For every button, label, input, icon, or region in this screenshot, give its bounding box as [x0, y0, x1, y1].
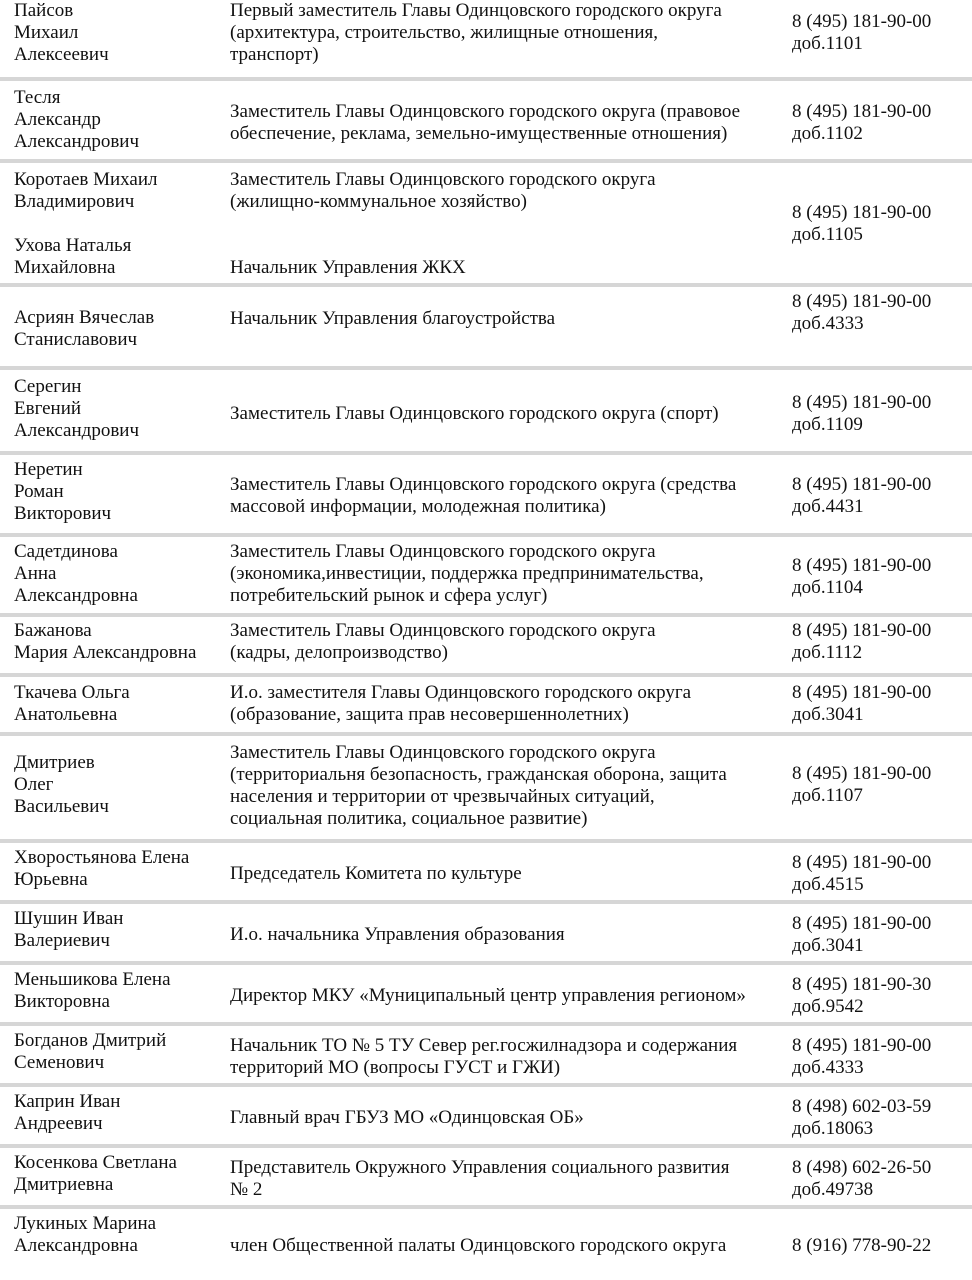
phone-cell [784, 847, 972, 900]
contact-row [0, 965, 972, 1026]
phone-cell [784, 459, 972, 533]
name-cell [0, 291, 222, 366]
person-role: Заместитель Главы Одинцовского городского округа (правовое обеспечение, реклама, земельно-имущественные отношения) [230, 101, 741, 144]
role-cell [222, 1091, 784, 1144]
phone-cell [784, 169, 972, 279]
name-cell [0, 1213, 222, 1271]
contact-row [0, 1026, 972, 1087]
contact-row [0, 287, 972, 370]
person-name: Коротаев Михаил Владимирович [14, 169, 158, 212]
contact-row [0, 1148, 972, 1209]
phone-number: 8 (495) 181-90-00 доб.1105 [792, 202, 932, 245]
person-role: Начальник Управления ЖКХ [230, 257, 466, 278]
name-cell [0, 1030, 222, 1083]
phone-number: 8 (495) 181-90-00 доб.4515 [792, 851, 932, 895]
role-cell [222, 1213, 784, 1271]
phone-number: 8 (495) 181-90-00 доб.1112 [792, 620, 932, 663]
role-cell [222, 291, 784, 366]
phone-cell [784, 1091, 972, 1144]
person-name: Косенкова Светлана Дмитриевна [14, 1152, 177, 1195]
person-role: Председатель Комитета по культуре [230, 862, 522, 884]
contact-row [0, 736, 972, 843]
name-cell [0, 908, 222, 961]
name-cell [0, 682, 222, 732]
phone-cell [784, 376, 972, 451]
person-name: Серегин Евгений Александрович [14, 376, 140, 441]
phone-number: 8 (495) 181-90-00 доб.3041 [792, 682, 932, 725]
phone-cell [784, 1152, 972, 1205]
person-name: Богданов Дмитрий Семенович [14, 1030, 167, 1073]
person-role: Представитель Окружного Управления социального развития № 2 [230, 1156, 730, 1200]
person-name: Пайсов Михаил Алексеевич [14, 0, 109, 65]
role-cell [222, 620, 784, 673]
phone-number: 8 (495) 181-90-00 доб.3041 [792, 912, 932, 956]
phone-number: 8 (495) 181-90-00 доб.1107 [792, 763, 932, 806]
person-name: Каприн Иван Андреевич [14, 1091, 121, 1134]
phone-number: 8 (495) 181-90-00 доб.4333 [792, 1034, 932, 1078]
role-cell [222, 908, 784, 961]
contact-row [0, 370, 972, 455]
role-cell [222, 1030, 784, 1083]
person-role: Начальник ТО № 5 ТУ Север рег.госжилнадзора и содержания территорий МО (вопросы ГУСТ и ГЖИ) [230, 1034, 738, 1078]
role-cell [222, 742, 784, 839]
phone-number: 8 (495) 181-90-00 доб.1104 [792, 555, 932, 598]
person-role: Заместитель Главы Одинцовского городского округа (средства массовой информации, молодежная политика) [230, 474, 737, 517]
role-cell [222, 1152, 784, 1205]
phone-cell [784, 969, 972, 1022]
person-name: Хворостьянова Елена Юрьевна [14, 847, 190, 890]
phone-number: 8 (495) 181-90-00 доб.1101 [792, 11, 932, 54]
contact-row [0, 0, 972, 81]
role-cell [222, 541, 784, 613]
person-role: И.о. заместителя Главы Одинцовского городского округа (образование, защита прав несовершеннолетних) [230, 682, 692, 725]
person-name: Лукиных Марина Александровна [14, 1213, 157, 1256]
contact-row [0, 677, 972, 736]
person-role: член Общественной палаты Одинцовского городского округа [230, 1235, 727, 1256]
name-cell [0, 169, 222, 279]
phone-cell [784, 1213, 972, 1271]
phone-number: 8 (498) 602-26-50 доб.49738 [792, 1156, 932, 1200]
phone-cell [784, 291, 972, 366]
contact-row [0, 163, 972, 287]
person-role: Заместитель Главы Одинцовского городского округа (экономика,инвестиции, поддержка предпринимательства, потребительский рынок и сфера услуг) [230, 541, 704, 606]
name-cell [0, 0, 222, 77]
contact-row [0, 1087, 972, 1148]
role-cell [222, 87, 784, 159]
person-role: Директор МКУ «Муниципальный центр управления регионом» [230, 984, 746, 1006]
person-role: Заместитель Главы Одинцовского городского округа (кадры, делопроизводство) [230, 620, 656, 663]
name-cell [0, 541, 222, 613]
name-cell [0, 620, 222, 673]
person-role: Заместитель Главы Одинцовского городского округа (территориальня безопасность, гражданская оборона, защита населения и территории от чрезвычайных ситуаций, социальная политика, социальное развитие) [230, 742, 727, 829]
person-name: Асриян Вячеслав Станиславович [14, 306, 155, 350]
person-role: Главный врач ГБУЗ МО «Одинцовская ОБ» [230, 1106, 584, 1128]
role-cell [222, 169, 784, 279]
name-cell [0, 87, 222, 159]
phone-cell [784, 0, 972, 77]
name-cell [0, 847, 222, 900]
name-cell [0, 376, 222, 451]
person-role: Начальник Управления благоустройства [230, 308, 556, 329]
phone-number: 8 (495) 181-90-00 доб.1109 [792, 391, 932, 435]
phone-cell [784, 908, 972, 961]
contact-row [0, 617, 972, 677]
person-role: Заместитель Главы Одинцовского городского округа (жилищно-коммунальное хозяйство) [230, 169, 656, 212]
person-name: Меньшикова Елена Викторовна [14, 969, 171, 1012]
phone-number: 8 (498) 602-03-59 доб.18063 [792, 1095, 932, 1139]
person-name: Тесля Александр Александрович [14, 87, 140, 152]
name-cell [0, 459, 222, 533]
phone-cell [784, 87, 972, 159]
contact-row [0, 843, 972, 904]
contact-row [0, 1209, 972, 1271]
name-cell [0, 969, 222, 1022]
person-name: Неретин Роман Викторович [14, 459, 112, 524]
contact-row [0, 455, 972, 537]
phone-number: 8 (495) 181-90-30 доб.9542 [792, 973, 932, 1017]
person-name: Шушин Иван Валериевич [14, 908, 124, 951]
person-role: И.о. начальника Управления образования [230, 923, 565, 945]
role-cell [222, 682, 784, 732]
contact-row [0, 537, 972, 617]
phone-cell [784, 742, 972, 839]
role-cell [222, 376, 784, 451]
role-cell [222, 459, 784, 533]
name-cell [0, 742, 222, 839]
person-role: Заместитель Главы Одинцовского городского округа (спорт) [230, 402, 719, 424]
phone-cell [784, 620, 972, 673]
person-name: Бажанова Мария Александровна [14, 620, 197, 663]
phone-number: 8 (495) 181-90-00 доб.1102 [792, 101, 932, 144]
person-name: Ткачева Ольга Анатольевна [14, 682, 130, 725]
contact-row [0, 81, 972, 163]
phone-number: 8 (916) 778-90-22 [792, 1235, 932, 1256]
role-cell [222, 969, 784, 1022]
phone-cell [784, 541, 972, 613]
person-name: Ухова Наталья Михайловна [14, 235, 132, 278]
phone-number: 8 (495) 181-90-00 доб.4431 [792, 474, 932, 517]
person-name: Садетдинова Анна Александровна [14, 541, 138, 606]
contact-row [0, 904, 972, 965]
phone-number: 8 (495) 181-90-00 доб.4333 [792, 291, 932, 334]
phone-cell [784, 682, 972, 732]
person-role: Первый заместитель Главы Одинцовского городского округа (архитектура, строительство, жилищные отношения, транспорт) [230, 0, 722, 65]
name-cell [0, 1152, 222, 1205]
name-cell [0, 1091, 222, 1144]
person-name: Дмитриев Олег Васильевич [14, 752, 109, 817]
role-cell [222, 847, 784, 900]
role-cell [222, 0, 784, 77]
phone-cell [784, 1030, 972, 1083]
